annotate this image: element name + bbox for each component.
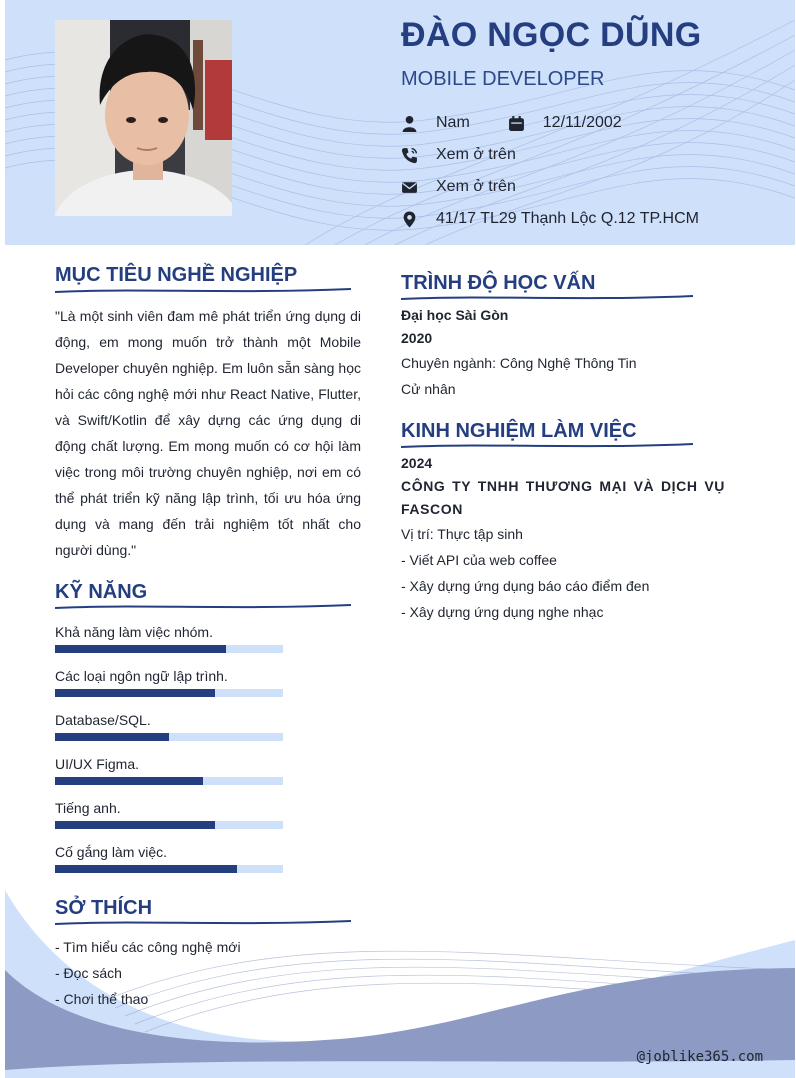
- hobby-item: - Đọc sách: [55, 965, 122, 981]
- skill-item: [55, 798, 285, 829]
- skill-level-bar: [55, 645, 283, 653]
- skill-item: [55, 842, 285, 873]
- skill-name: Cố gắng làm việc.: [55, 844, 168, 860]
- objective-text: "Là một sinh viên đam mê phát triển ứng dụng di động, em mong muốn trở thành một Mobile Developer chuyên nghiệp. Em luôn sẵn sàng học hỏi các công nghệ mới như React Native, Flutter, và Swift/Kotlin để xây dựng các ứng dụng di động chất lượng. Em mong muốn có cơ hội làm việc trong môi trường chuyên nghiệp, nơi em có thể phát triển kỹ năng lập trình, tối ưu hóa ứng dụng và mang đến trải nghiệm tốt nhất cho người dùng.": [55, 308, 361, 558]
- candidate-name: ĐÀO NGỌC DŨNG: [401, 16, 702, 54]
- profile-photo: [55, 20, 232, 216]
- address-value: 41/17 TL29 Thạnh Lộc Q.12 TP.HCM: [436, 210, 699, 227]
- education-underline: [401, 294, 693, 302]
- education-title: TRÌNH ĐỘ HỌC VẤN: [401, 272, 596, 294]
- experience-task: - Xây dựng ứng dụng báo cáo điểm đen: [401, 578, 650, 594]
- job-title: MOBILE DEVELOPER: [401, 68, 605, 90]
- envelope-icon: [401, 179, 418, 196]
- cv-page: [5, 0, 795, 1078]
- objective-title: MỤC TIÊU NGHỀ NGHIỆP: [55, 264, 298, 286]
- hobby-item: - Chơi thể thao: [55, 991, 149, 1007]
- company-name: CÔNG TY TNHH THƯƠNG MẠI VÀ DỊCH VỤ FASCON: [401, 478, 725, 517]
- hobbies-title: SỞ THÍCH: [55, 897, 153, 919]
- skill-name: Tiếng anh.: [55, 800, 121, 816]
- experience-task: - Viết API của web coffee: [401, 552, 557, 568]
- gender-birthday-row: [401, 112, 622, 134]
- skill-level-fill: [55, 645, 226, 653]
- header-band: [5, 0, 795, 245]
- birthday-value: 12/11/2002: [542, 114, 622, 131]
- location-pin-icon: [401, 211, 418, 228]
- skill-level-bar: [55, 777, 283, 785]
- skills-underline: [55, 603, 351, 611]
- email-row: [401, 176, 516, 198]
- education-year: 2020: [401, 330, 433, 346]
- experience-title: KINH NGHIỆM LÀM VIỆC: [401, 420, 637, 442]
- skill-level-fill: [55, 865, 237, 873]
- skill-level-bar: [55, 689, 283, 697]
- address-row: [401, 208, 699, 230]
- phone-icon: [401, 147, 418, 164]
- hobbies-underline: [55, 919, 351, 927]
- site-watermark: @joblike365.com: [636, 1049, 763, 1065]
- skill-level-fill: [55, 777, 203, 785]
- experience-task: - Xây dựng ứng dụng nghe nhạc: [401, 604, 604, 620]
- skill-name: Khả năng làm việc nhóm.: [55, 624, 213, 640]
- objective-underline: [55, 287, 351, 295]
- skill-item: [55, 710, 285, 741]
- skill-name: UI/UX Figma.: [55, 756, 140, 772]
- skill-item: [55, 666, 285, 697]
- skill-level-bar: [55, 821, 283, 829]
- experience-underline: [401, 442, 693, 450]
- skill-level-fill: [55, 733, 169, 741]
- phone-row: [401, 144, 516, 166]
- skill-level-fill: [55, 821, 215, 829]
- education-major: Chuyên ngành: Công Nghệ Thông Tin: [401, 355, 637, 371]
- skill-name: Database/SQL.: [55, 712, 151, 728]
- calendar-icon: [508, 115, 525, 132]
- phone-value: Xem ở trên: [436, 146, 516, 163]
- skill-level-bar: [55, 865, 283, 873]
- hobby-item: - Tìm hiểu các công nghệ mới: [55, 939, 241, 955]
- user-icon: [401, 115, 418, 132]
- skills-title: KỸ NĂNG: [55, 581, 148, 603]
- experience-year: 2024: [401, 455, 433, 471]
- skill-level-fill: [55, 689, 215, 697]
- skill-item: [55, 622, 285, 653]
- skill-name: Các loại ngôn ngữ lập trình.: [55, 668, 228, 684]
- experience-position: Vị trí: Thực tập sinh: [401, 526, 523, 542]
- skill-level-bar: [55, 733, 283, 741]
- email-value: Xem ở trên: [436, 178, 516, 195]
- gender-value: Nam: [436, 114, 470, 131]
- school-name: Đại học Sài Gòn: [401, 307, 509, 323]
- skill-item: [55, 754, 285, 785]
- education-degree: Cử nhân: [401, 381, 456, 397]
